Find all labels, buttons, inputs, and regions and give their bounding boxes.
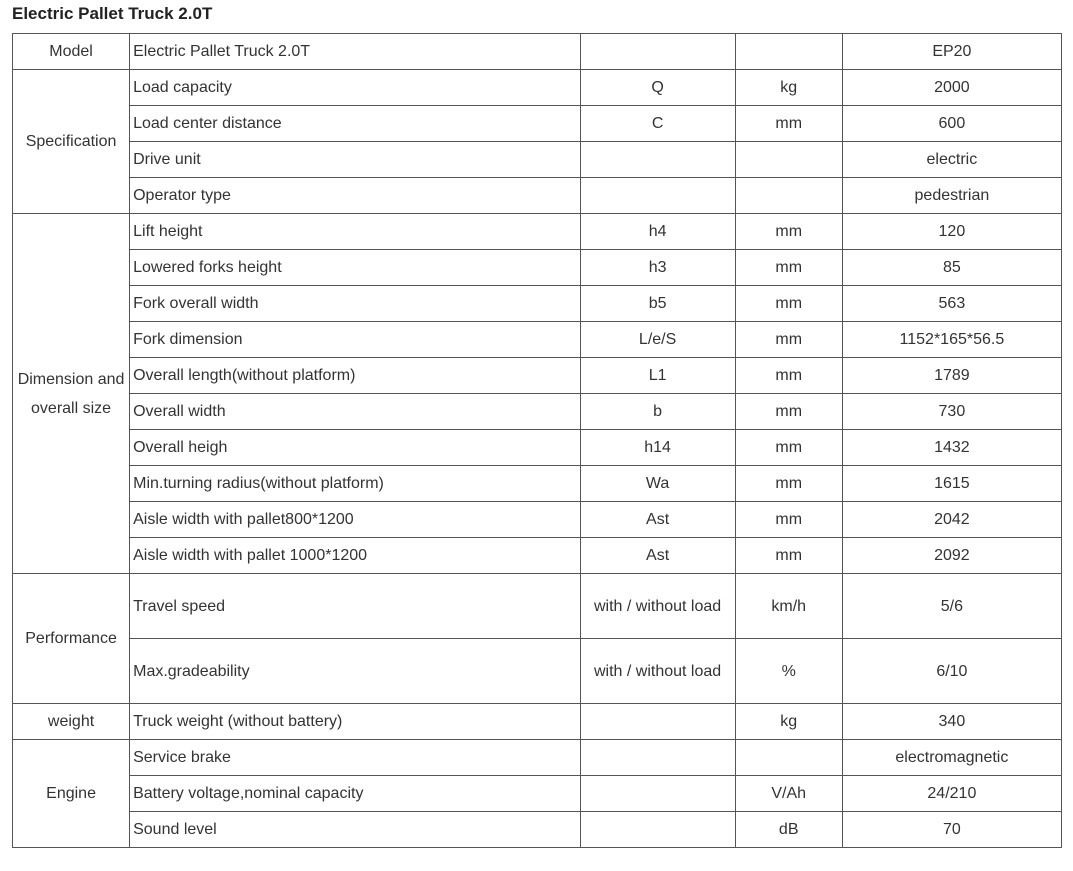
cell-symbol: h14 (580, 430, 735, 466)
cell-name: Truck weight (without battery) (130, 704, 580, 740)
cell-value: 120 (842, 214, 1061, 250)
cell-unit: mm (735, 430, 842, 466)
table-row (13, 178, 1062, 214)
cell-unit: % (735, 639, 842, 704)
table-row (13, 776, 1062, 812)
cell-name: Aisle width with pallet800*1200 (130, 502, 580, 538)
cell-value: 1432 (842, 430, 1061, 466)
table-row (13, 466, 1062, 502)
cell-unit (735, 142, 842, 178)
table-row (13, 502, 1062, 538)
group-engine: Engine (13, 740, 130, 848)
cell-symbol: Q (580, 70, 735, 106)
table-row (13, 812, 1062, 848)
cell-unit: mm (735, 214, 842, 250)
cell-value: 1615 (842, 466, 1061, 502)
cell-value: 2000 (842, 70, 1061, 106)
cell-value: 70 (842, 812, 1061, 848)
table-row (13, 574, 1062, 639)
cell-value: 6/10 (842, 639, 1061, 704)
table-row (13, 106, 1062, 142)
cell-symbol (580, 812, 735, 848)
cell-unit: mm (735, 394, 842, 430)
cell-symbol (580, 704, 735, 740)
model-label: Model (13, 34, 130, 70)
cell-value: 340 (842, 704, 1061, 740)
cell-symbol: Wa (580, 466, 735, 502)
cell-symbol: L1 (580, 358, 735, 394)
cell-value: 1789 (842, 358, 1061, 394)
cell-unit: mm (735, 286, 842, 322)
group-performance: Performance (13, 574, 130, 704)
cell-name: Load center distance (130, 106, 580, 142)
table-row (13, 639, 1062, 704)
cell-symbol: b5 (580, 286, 735, 322)
cell-name: Overall width (130, 394, 580, 430)
table-row (13, 538, 1062, 574)
cell-name: Drive unit (130, 142, 580, 178)
cell-unit: mm (735, 106, 842, 142)
table-row (13, 70, 1062, 106)
cell-value: 5/6 (842, 574, 1061, 639)
cell-name: Max.gradeability (130, 639, 580, 704)
cell-unit: dB (735, 812, 842, 848)
cell-symbol: h4 (580, 214, 735, 250)
cell-name: Load capacity (130, 70, 580, 106)
cell-value: 730 (842, 394, 1061, 430)
cell-symbol (580, 740, 735, 776)
cell-unit: kg (735, 70, 842, 106)
cell-name: Sound level (130, 812, 580, 848)
cell-symbol (580, 776, 735, 812)
cell-name: Lowered forks height (130, 250, 580, 286)
cell-name: Overall heigh (130, 430, 580, 466)
cell-symbol: Ast (580, 502, 735, 538)
cell-name: Overall length(without platform) (130, 358, 580, 394)
cell-symbol (580, 178, 735, 214)
cell-unit: mm (735, 250, 842, 286)
cell-unit: V/Ah (735, 776, 842, 812)
cell-value: 2092 (842, 538, 1061, 574)
cell-value: 24/210 (842, 776, 1061, 812)
cell-value: electromagnetic (842, 740, 1061, 776)
table-row (13, 214, 1062, 250)
cell-symbol: h3 (580, 250, 735, 286)
cell-unit (735, 740, 842, 776)
spec-table (12, 33, 1062, 848)
cell-value: pedestrian (842, 178, 1061, 214)
cell-symbol: L/e/S (580, 322, 735, 358)
group-dimension: Dimension and overall size (13, 214, 130, 574)
cell-unit: mm (735, 466, 842, 502)
cell-name: Battery voltage,nominal capacity (130, 776, 580, 812)
cell-name: Min.turning radius(without platform) (130, 466, 580, 502)
cell-name: Lift height (130, 214, 580, 250)
cell-symbol: Ast (580, 538, 735, 574)
model-name: Electric Pallet Truck 2.0T (130, 34, 580, 70)
cell-unit: mm (735, 322, 842, 358)
cell-value: 2042 (842, 502, 1061, 538)
cell-symbol: b (580, 394, 735, 430)
cell-value: 85 (842, 250, 1061, 286)
table-row (13, 142, 1062, 178)
cell-unit: mm (735, 358, 842, 394)
table-row (13, 704, 1062, 740)
cell-symbol (580, 142, 735, 178)
page-title: Electric Pallet Truck 2.0T (12, 4, 213, 23)
cell-symbol: with / without load (580, 639, 735, 704)
group-specification: Specification (13, 70, 130, 214)
group-weight: weight (13, 704, 130, 740)
table-row (13, 430, 1062, 466)
cell-name: Fork dimension (130, 322, 580, 358)
table-row-model (13, 34, 1062, 70)
cell-name: Fork overall width (130, 286, 580, 322)
cell-value: electric (842, 142, 1061, 178)
cell-symbol: C (580, 106, 735, 142)
cell-name: Travel speed (130, 574, 580, 639)
table-row (13, 358, 1062, 394)
cell-unit: kg (735, 704, 842, 740)
cell-value: 563 (842, 286, 1061, 322)
cell-unit: mm (735, 502, 842, 538)
cell-name: Service brake (130, 740, 580, 776)
cell-symbol (580, 34, 735, 70)
cell-name: Operator type (130, 178, 580, 214)
cell-unit: mm (735, 538, 842, 574)
table-row (13, 322, 1062, 358)
table-row (13, 394, 1062, 430)
cell-name: Aisle width with pallet 1000*1200 (130, 538, 580, 574)
cell-unit (735, 34, 842, 70)
cell-symbol: with / without load (580, 574, 735, 639)
cell-unit (735, 178, 842, 214)
cell-value: 600 (842, 106, 1061, 142)
table-row (13, 740, 1062, 776)
cell-value: 1152*165*56.5 (842, 322, 1061, 358)
cell-unit: km/h (735, 574, 842, 639)
model-value: EP20 (842, 34, 1061, 70)
table-row (13, 286, 1062, 322)
table-row (13, 250, 1062, 286)
